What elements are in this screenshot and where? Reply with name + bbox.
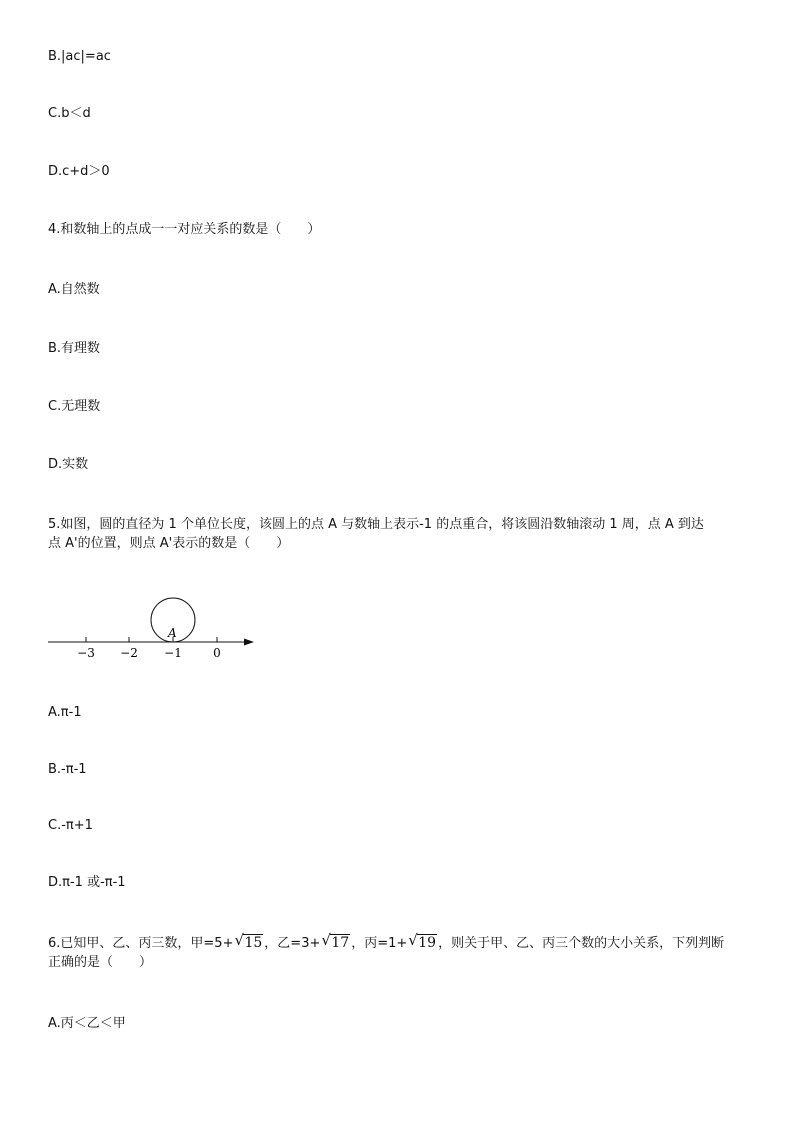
q4-option-c: C.无理数 — [48, 399, 101, 414]
sqrt-17: √ 17 — [321, 931, 350, 951]
q6-stem — [48, 931, 748, 972]
tick-label-neg1: −1 — [164, 646, 182, 660]
sqrt-15: √ 15 — [234, 931, 263, 951]
sqrt-19-radicand: 19 — [418, 935, 437, 951]
tick-label-neg2: −2 — [120, 646, 138, 660]
q5-option-c: C.-π+1 — [48, 818, 93, 833]
q3-option-d: D.c+d＞0 — [48, 164, 110, 179]
q5-option-a: A.π-1 — [48, 705, 82, 720]
sqrt-17-radicand: 17 — [331, 935, 350, 951]
q5-stem-line1: 5.如图，圆的直径为 1 个单位长度，该圆上的点 A 与数轴上表示-1 的点重合，将该圆沿数轴滚动 1 周，点 A 到达 — [48, 517, 704, 532]
q3-option-b: B.|ac|=ac — [48, 49, 111, 64]
q3-option-c: C.b＜d — [48, 106, 91, 121]
point-a-label: A — [168, 626, 177, 640]
q6-stem-line1 — [48, 931, 748, 953]
q6-seg4: ，则关于甲、乙、丙三个数的大小关系，下列判断 — [438, 936, 725, 951]
q4-stem: 4.和数轴上的点成一一对应关系的数是（ ） — [48, 222, 321, 237]
q4-option-b: B.有理数 — [48, 341, 101, 356]
q6-option-a: A.丙＜乙＜甲 — [48, 1016, 126, 1031]
q4-option-d: D.实数 — [48, 457, 89, 472]
tick-label-0: 0 — [213, 646, 221, 660]
q4-option-a: A.自然数 — [48, 282, 100, 297]
q5-option-b: B.-π-1 — [48, 762, 87, 777]
q5-option-d: D.π-1 或-π-1 — [48, 875, 126, 890]
q5-stem-line2: 点 A'的位置，则点 A'表示的数是（ ） — [48, 536, 290, 551]
tick-label-neg3: −3 — [77, 646, 95, 660]
q5-stem — [48, 515, 748, 553]
q6-seg1: 6.已知甲、乙、丙三数，甲=5+ — [48, 936, 234, 951]
number-line-figure — [40, 590, 270, 670]
q6-seg3: ，丙=1+ — [351, 936, 408, 951]
sqrt-15-radicand: 15 — [244, 935, 263, 951]
q6-seg2: ，乙=3+ — [264, 936, 321, 951]
number-line-arrow — [244, 639, 254, 646]
sqrt-19: √ 19 — [408, 931, 437, 951]
q6-stem-line2: 正确的是（ ） — [48, 955, 153, 970]
